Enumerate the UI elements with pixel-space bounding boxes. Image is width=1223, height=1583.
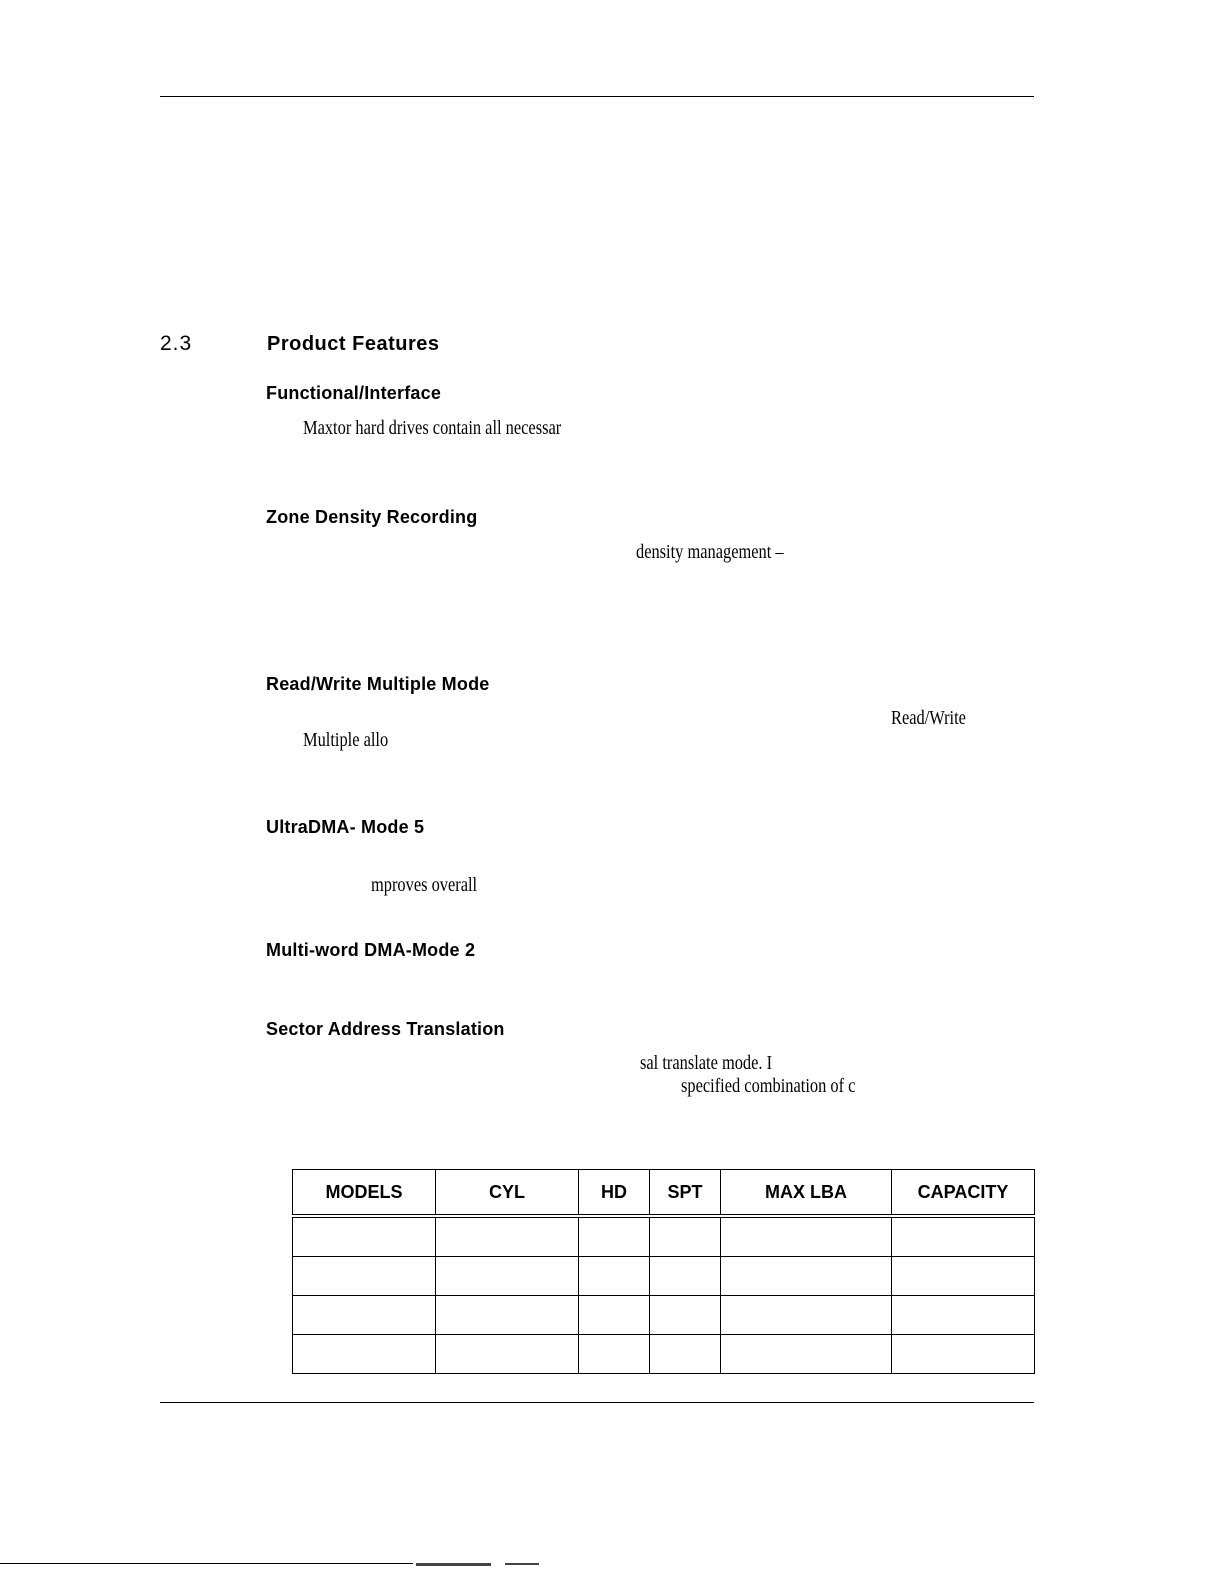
table-cell [650,1216,721,1257]
header-capacity: CAPACITY [892,1170,1035,1217]
table-cell [579,1335,650,1374]
table-cell [293,1216,436,1257]
table-cell [579,1216,650,1257]
footer-artifact-mark [0,1563,413,1564]
table-cell [892,1335,1035,1374]
subheading-functional-interface: Functional/Interface [266,383,442,403]
subheading-read-write-multiple-mode: Read/Write Multiple Mode [266,674,490,694]
header-rule [160,96,1034,97]
table-cell [650,1296,721,1335]
footer-rule [160,1402,1034,1403]
header-hd: HD [579,1170,650,1217]
table-cell [721,1335,892,1374]
table-cell [721,1296,892,1335]
subheading-ultradma-mode-5: UltraDMA- Mode 5 [266,817,425,837]
table-cell [892,1257,1035,1296]
subheading-sector-address-translation: Sector Address Translation [266,1019,505,1039]
table-cell [892,1216,1035,1257]
paragraph-fragment-functional: Maxtor hard drives contain all necessar [303,417,562,439]
table-cell [293,1335,436,1374]
table-row [293,1257,1035,1296]
subheading-multiword-dma-mode-2: Multi-word DMA-Mode 2 [266,940,476,960]
paragraph-fragment-sat-2: specified combination of c [681,1075,856,1097]
footer-artifact-mark [416,1563,491,1566]
table-row [293,1296,1035,1335]
table-cell [892,1296,1035,1335]
table-cell [650,1257,721,1296]
table-header-row [293,1170,1035,1217]
header-cyl: CYL [436,1170,579,1217]
table-row [293,1335,1035,1374]
section-number: 2.3 [160,332,193,355]
table-cell [293,1296,436,1335]
footer-artifact-mark [505,1563,539,1565]
paragraph-fragment-sat-1: sal translate mode. I [640,1052,773,1074]
paragraph-fragment-rw-2: Multiple allo [303,729,389,751]
paragraph-fragment-rw-1: Read/Write [891,707,966,729]
table-cell [579,1296,650,1335]
paragraph-fragment-udma: mproves overall [371,874,478,896]
table-cell [436,1216,579,1257]
section-title: Product Features [267,333,440,355]
table-cell [436,1296,579,1335]
table-cell [436,1257,579,1296]
paragraph-fragment-zone: density management – [636,541,784,563]
header-spt: SPT [650,1170,721,1217]
header-max-lba: MAX LBA [721,1170,892,1217]
table-cell [293,1257,436,1296]
table-cell [579,1257,650,1296]
subheading-zone-density-recording: Zone Density Recording [266,507,478,527]
table-cell [721,1216,892,1257]
table-cell [721,1257,892,1296]
table-row [293,1216,1035,1257]
table-cell [436,1335,579,1374]
table-cell [650,1335,721,1374]
translation-table [292,1169,1035,1374]
header-models: MODELS [293,1170,436,1217]
